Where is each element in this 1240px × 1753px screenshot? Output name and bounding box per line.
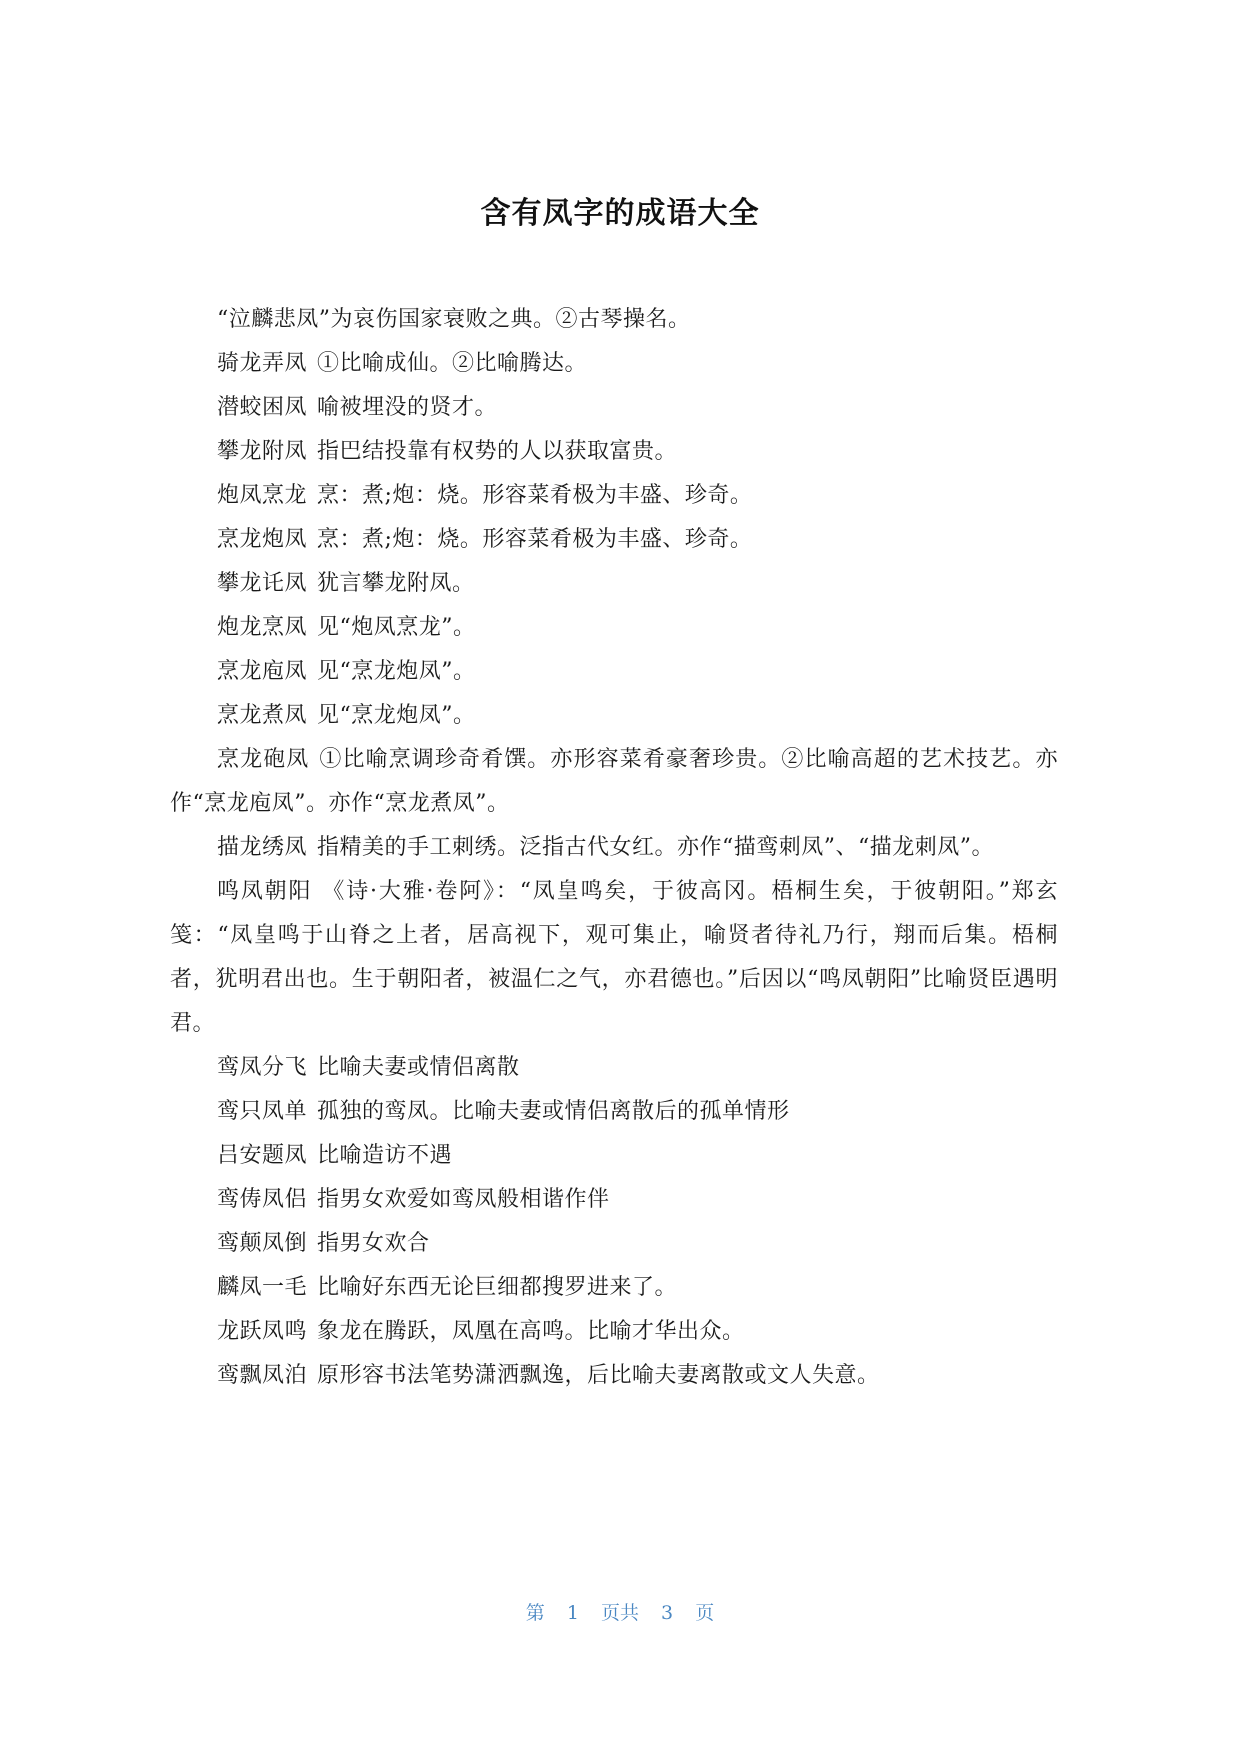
entry-paragraph bbox=[170, 518, 1058, 562]
entry-definition: 比喻造访不遇 bbox=[317, 1143, 453, 1168]
entry-definition: 比喻夫妻或情侣离散 bbox=[317, 1055, 520, 1080]
entry-paragraph bbox=[170, 1222, 1058, 1266]
entry-definition: 见“炮凤烹龙”。 bbox=[317, 615, 476, 640]
entry-definition: 犹言攀龙附凤。 bbox=[317, 571, 475, 596]
entry-term: 烹龙炮凤 bbox=[217, 527, 308, 552]
entry-paragraph bbox=[170, 1090, 1058, 1134]
total-pages-number: 3 bbox=[661, 1602, 674, 1624]
entry-definition: 象龙在腾跃，凤凰在高鸣。比喻才华出众。 bbox=[317, 1319, 745, 1344]
entry-term: 炮凤烹龙 bbox=[217, 483, 308, 508]
entry-paragraph bbox=[170, 474, 1058, 518]
entry-term: 烹龙煮凤 bbox=[217, 703, 308, 728]
entry-definition: 指巴结投靠有权势的人以获取富贵。 bbox=[317, 439, 678, 464]
entry-paragraph bbox=[170, 430, 1058, 474]
entry-paragraph bbox=[170, 1310, 1058, 1354]
entry-paragraph bbox=[170, 650, 1058, 694]
entry-definition: 烹：煮;炮：烧。形容菜肴极为丰盛、珍奇。 bbox=[317, 527, 753, 552]
entry-term: 攀龙讬凤 bbox=[217, 571, 308, 596]
document-body bbox=[170, 298, 1058, 1398]
entry-paragraph bbox=[170, 1354, 1058, 1398]
entry-paragraph bbox=[170, 562, 1058, 606]
footer-middle: 页共 bbox=[600, 1602, 639, 1624]
entry-term: 鸾颠凤倒 bbox=[217, 1231, 308, 1256]
entry-paragraph bbox=[170, 342, 1058, 386]
entry-definition: 喻被埋没的贤才。 bbox=[317, 395, 498, 420]
entry-definition: 烹：煮;炮：烧。形容菜肴极为丰盛、珍奇。 bbox=[317, 483, 753, 508]
entry-paragraph bbox=[170, 1178, 1058, 1222]
entry-term: 吕安题凤 bbox=[217, 1143, 308, 1168]
entry-definition: ①比喻烹调珍奇肴馔。亦形容菜肴豪奢珍贵。②比喻高超的艺术技艺。亦作“烹龙庖凤”。亦作“烹龙煮凤”。 bbox=[170, 747, 1058, 816]
entry-term: 鸾只凤单 bbox=[217, 1099, 308, 1124]
entry-term: 烹龙庖凤 bbox=[217, 659, 308, 684]
entry-paragraph bbox=[170, 386, 1058, 430]
entry-term: 鸾飘凤泊 bbox=[217, 1363, 308, 1388]
entry-term: 炮龙烹凤 bbox=[217, 615, 308, 640]
entry-paragraph bbox=[170, 694, 1058, 738]
entry-paragraph bbox=[170, 1046, 1058, 1090]
entry-paragraph bbox=[170, 1266, 1058, 1310]
entry-term: 潜蛟困凤 bbox=[217, 395, 308, 420]
document-title: 含有凤字的成语大全 bbox=[480, 196, 760, 231]
entry-paragraph bbox=[170, 826, 1058, 870]
entry-term: 龙跃凤鸣 bbox=[217, 1319, 308, 1344]
entry-definition: 《诗·大雅·卷阿》：“凤皇鸣矣，于彼高冈。梧桐生矣，于彼朝阳。”郑玄笺：“凤皇鸣于山脊之上者，居高视下，观可集止，喻贤者待礼乃行，翔而后集。梧桐者，犹明君出也。生于朝阳者，被温仁之气，亦君德也。”后因以“鸣凤朝阳”比喻贤臣遇明君。 bbox=[170, 879, 1058, 1036]
entry-paragraph bbox=[170, 870, 1058, 1046]
page-number-footer bbox=[0, 1598, 1240, 1625]
entry-definition: 见“烹龙炮凤”。 bbox=[317, 703, 476, 728]
entry-definition: 比喻好东西无论巨细都搜罗进来了。 bbox=[317, 1275, 678, 1300]
entry-paragraph bbox=[170, 606, 1058, 650]
entry-definition: 原形容书法笔势潇洒飘逸，后比喻夫妻离散或文人失意。 bbox=[317, 1363, 880, 1388]
entry-term: 攀龙附凤 bbox=[217, 439, 308, 464]
entry-term: 描龙绣凤 bbox=[217, 835, 308, 860]
entry-term: 鸾俦凤侣 bbox=[217, 1187, 308, 1212]
entry-definition: 孤独的鸾凤。比喻夫妻或情侣离散后的孤单情形 bbox=[317, 1099, 790, 1124]
entry-definition: ①比喻成仙。②比喻腾达。 bbox=[317, 351, 588, 376]
entry-definition: 指精美的手工刺绣。泛指古代女红。亦作“描鸾刺凤”、“描龙刺凤”。 bbox=[317, 835, 995, 860]
entry-definition: 指男女欢爱如鸾凤般相谐作伴 bbox=[317, 1187, 610, 1212]
entry-term: 烹龙砲凤 bbox=[217, 747, 310, 772]
entry-definition: “泣麟悲凤”为哀伤国家衰败之典。②古琴操名。 bbox=[217, 307, 691, 332]
footer-prefix: 第 bbox=[525, 1602, 545, 1624]
footer-suffix: 页 bbox=[695, 1602, 715, 1624]
entry-term: 麟凤一毛 bbox=[217, 1275, 308, 1300]
entry-term: 鸾凤分飞 bbox=[217, 1055, 308, 1080]
entry-term: 鸣凤朝阳 bbox=[217, 879, 313, 904]
entry-definition: 见“烹龙炮凤”。 bbox=[317, 659, 476, 684]
current-page-number: 1 bbox=[566, 1602, 579, 1624]
entry-paragraph bbox=[170, 298, 1058, 342]
entry-definition: 指男女欢合 bbox=[317, 1231, 430, 1256]
entry-paragraph bbox=[170, 738, 1058, 826]
entry-paragraph bbox=[170, 1134, 1058, 1178]
entry-term: 骑龙弄凤 bbox=[217, 351, 308, 376]
